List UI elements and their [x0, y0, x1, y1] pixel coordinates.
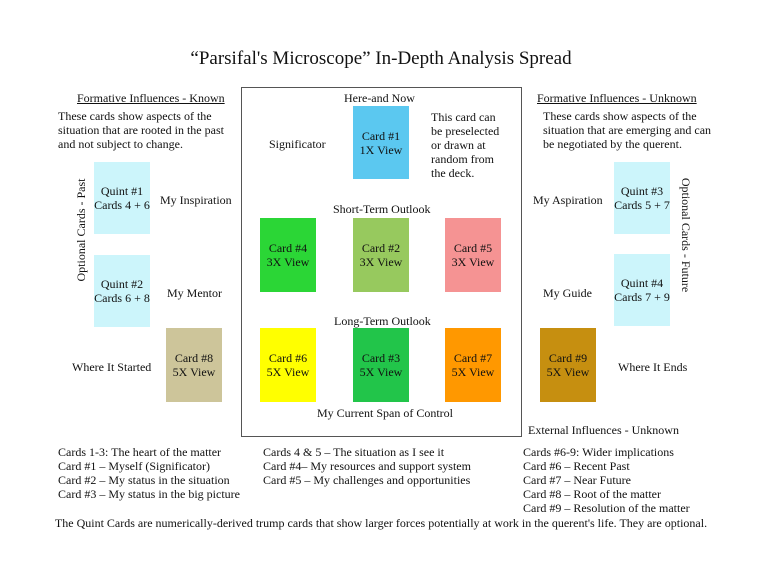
label-current-span: My Current Span of Control	[317, 406, 453, 420]
card-2: Card #2 3X View	[353, 218, 409, 292]
significator-note: This card can be preselected or drawn at random from the deck.	[431, 110, 500, 180]
page-title: “Parsifal's Microscope” In-Depth Analysis Spread	[190, 48, 572, 69]
label-where-it-started: Where It Started	[72, 360, 152, 374]
card-1: Card #1 1X View	[353, 106, 409, 179]
left-section-header: Formative Influences - Known	[77, 91, 225, 105]
label-where-it-ends: Where It Ends	[618, 360, 688, 374]
label-here-and-now: Here-and Now	[344, 91, 415, 105]
label-short-term-outlook: Short-Term Outlook	[333, 202, 431, 216]
label-my-aspiration: My Aspiration	[533, 193, 603, 207]
legend-column-3: Cards #6-9: Wider implications Card #6 – Recent Past Card #7 – Near Future Card #8 – Root of the matter Card #9 – Resolution of the matter	[523, 445, 690, 515]
card-5: Card #5 3X View	[445, 218, 501, 292]
label-my-guide: My Guide	[543, 286, 592, 300]
card-6: Card #6 5X View	[260, 328, 316, 402]
card-9: Card #9 5X View	[540, 328, 596, 402]
card-4: Card #4 3X View	[260, 218, 316, 292]
card-3: Card #3 5X View	[353, 328, 409, 402]
right-section-description: These cards show aspects of the situation that are emerging and can be negotiated by the querent.	[543, 109, 712, 151]
legend-column-2: Cards 4 & 5 – The situation as I see it Card #4– My resources and support system Card #5 – My challenges and opportunities	[263, 445, 471, 487]
label-my-inspiration: My Inspiration	[160, 193, 232, 207]
label-long-term-outlook: Long-Term Outlook	[334, 314, 431, 328]
card-7: Card #7 5X View	[445, 328, 501, 402]
label-external-influences: External Influences - Unknown	[528, 423, 679, 437]
quint-card-1: Quint #1 Cards 4 + 6	[94, 162, 150, 234]
card-8: Card #8 5X View	[166, 328, 222, 402]
label-my-mentor: My Mentor	[167, 286, 222, 300]
label-significator: Significator	[269, 137, 326, 151]
right-vertical-label: Optional Cards - Future	[679, 177, 693, 293]
left-vertical-label: Optional Cards - Past	[74, 178, 88, 282]
right-section-header: Formative Influences - Unknown	[537, 91, 697, 105]
left-section-description: These cards show aspects of the situation that are rooted in the past and not subject to change.	[58, 109, 224, 151]
quint-card-3: Quint #3 Cards 5 + 7	[614, 162, 670, 234]
footer-note: The Quint Cards are numerically-derived trump cards that show larger forces potentially at work in the querent's life. They are optional.	[54, 516, 708, 530]
quint-card-2: Quint #2 Cards 6 + 8	[94, 255, 150, 327]
quint-card-4: Quint #4 Cards 7 + 9	[614, 254, 670, 326]
legend-column-1: Cards 1-3: The heart of the matter Card #1 – Myself (Significator) Card #2 – My status in the situation Card #3 – My status in the big picture	[58, 445, 240, 501]
